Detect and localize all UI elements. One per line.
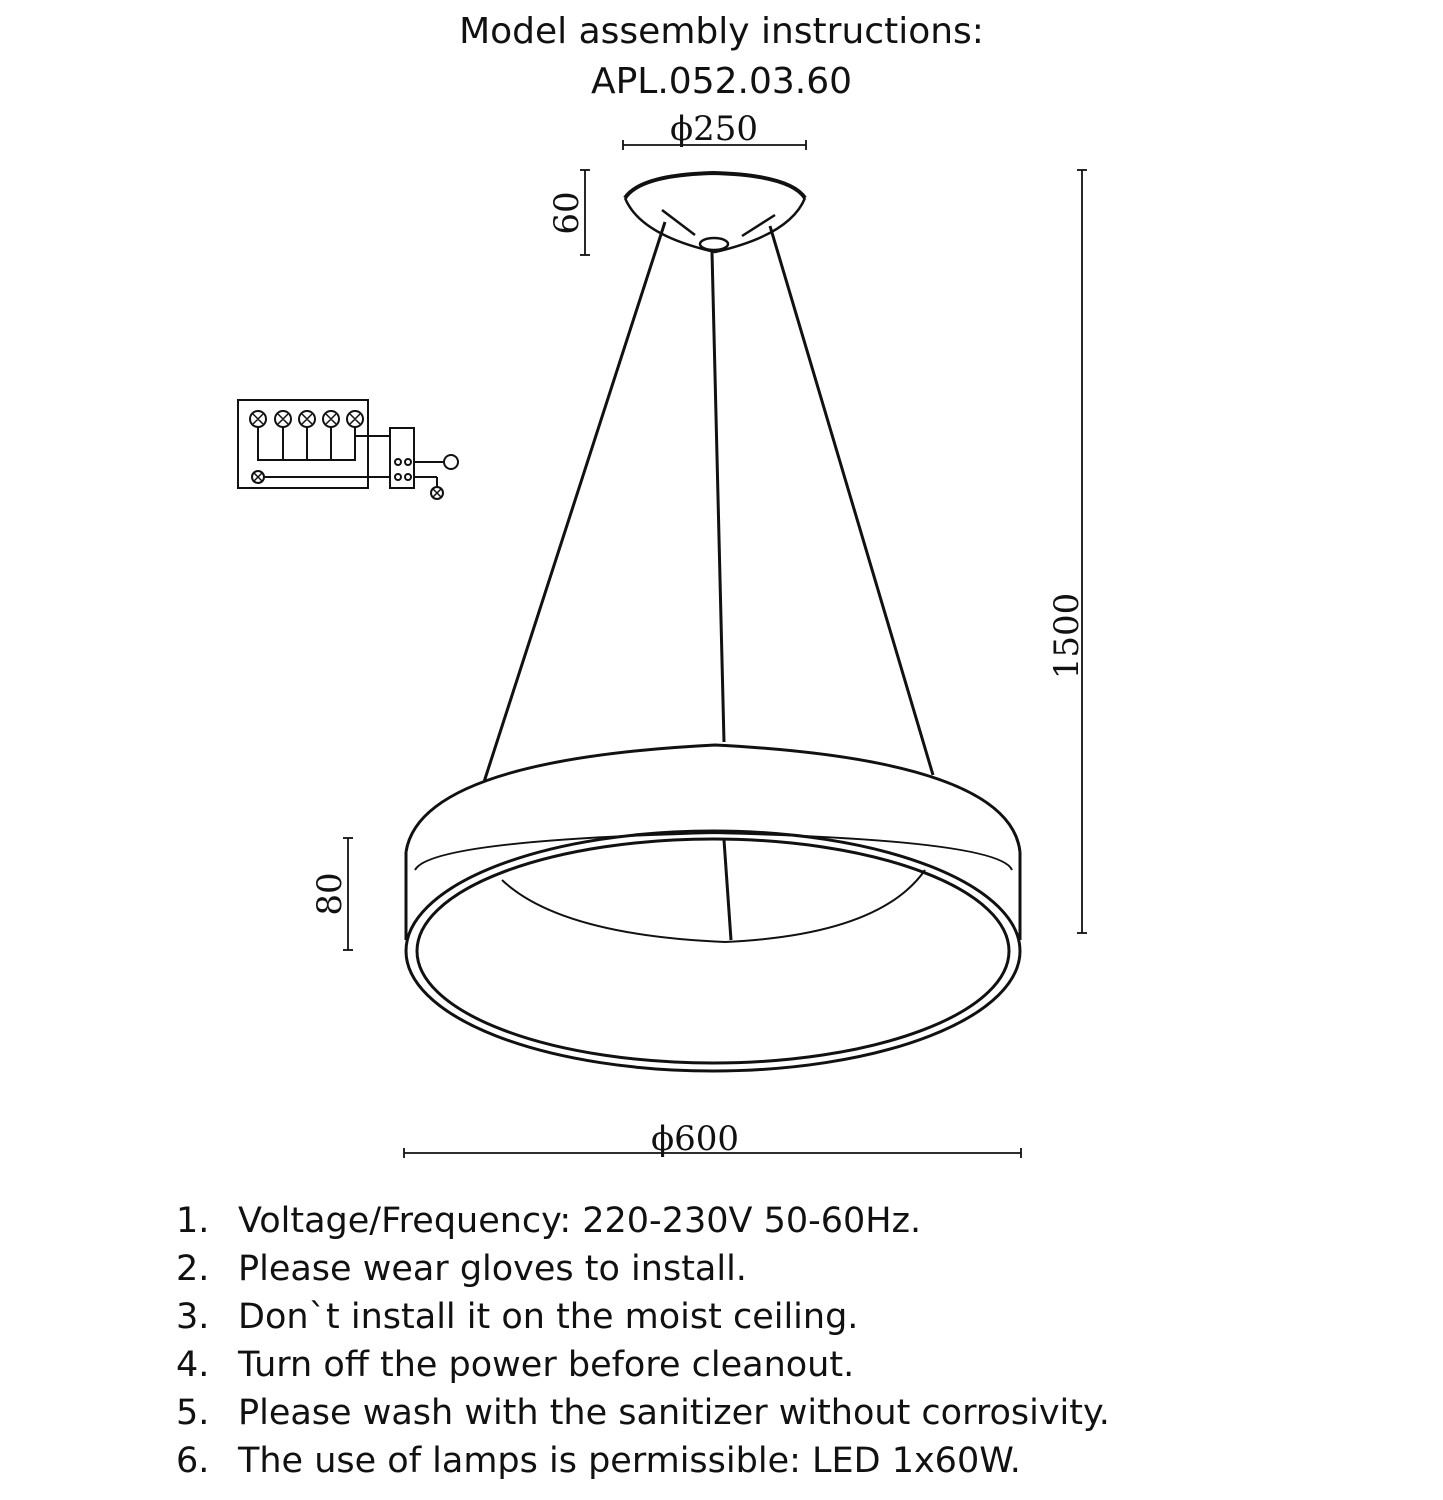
- ring-diameter-label: ϕ600: [650, 1119, 740, 1159]
- wiring-diagram: [238, 400, 458, 499]
- lamp-ring: [406, 745, 1020, 1071]
- instruction-item: 1. Voltage/Frequency: 220-230V 50-60Hz.: [176, 1201, 922, 1241]
- model-number: APL.052.03.60: [590, 61, 853, 102]
- ceiling-canopy: [625, 173, 805, 252]
- ring-height-label: 80: [310, 872, 350, 916]
- total-height-label: 1500: [1047, 592, 1087, 680]
- instruction-item: 6. The use of lamps is permissible: LED 1x60W.: [176, 1441, 1021, 1481]
- canopy-diameter-label: ϕ250: [669, 109, 759, 149]
- instruction-item: 5. Please wash with the sanitizer without corrosivity.: [176, 1393, 1110, 1433]
- instruction-item: 3. Don`t install it on the moist ceiling.: [176, 1297, 859, 1337]
- instruction-item: 2. Please wear gloves to install.: [176, 1249, 747, 1289]
- canopy-height-label: 60: [547, 191, 587, 235]
- instructions-list: [176, 1197, 1110, 1485]
- instruction-item: 4. Turn off the power before cleanout.: [176, 1345, 855, 1385]
- diagram-title: Model assembly instructions:: [459, 11, 984, 52]
